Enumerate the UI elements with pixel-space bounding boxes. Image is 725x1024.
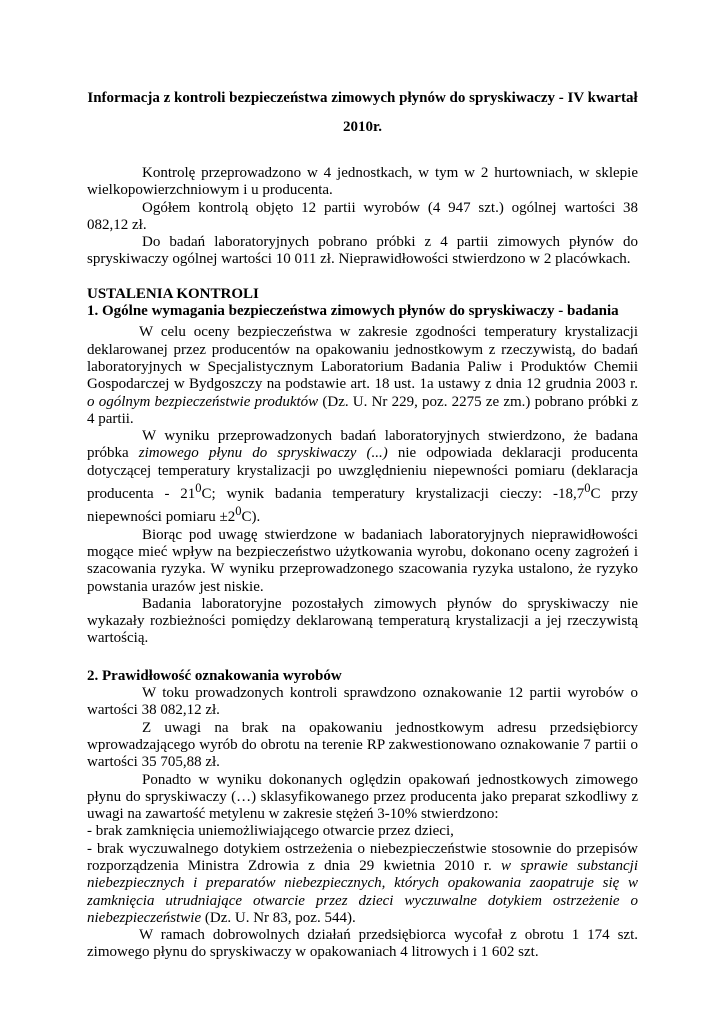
document-title-line1: Informacja z kontroli bezpieczeństwa zimowych płynów do spryskiwaczy - IV kwartał <box>87 90 638 106</box>
section-2-paragraph-1: W toku prowadzonych kontroli sprawdzono oznakowanie 12 partii wyrobów o wartości 38 082,12 zł. <box>87 685 638 719</box>
section-1-paragraph-3: Biorąc pod uwagę stwierdzone w badaniach laboratoryjnych nieprawidłowości mogące mieć wpływ na bezpieczeństwo użytkowania wyrobu, dokonano oceny zagrożeń i szacowania ryzyka. W wyniku przeprowadzonego szacowania ryzyka ustalono, że ryzyko powstania urazów jest niskie. <box>87 526 638 595</box>
intro-paragraph-1: Kontrolę przeprowadzono w 4 jednostkach, w tym w 2 hurtowniach, w sklepie wielkopowierzchniowym i u producenta. <box>87 165 638 199</box>
section-main-heading: USTALENIA KONTROLI <box>87 285 259 302</box>
section-1-paragraph-2: W wyniku przeprowadzonych badań laboratoryjnych stwierdzono, że badana próbka zimowego płynu do spryskiwaczy (...) nie odpowiada deklaracji producenta dotyczącej temperatury krystalizacji po uwzględnieniu niepewności pomiaru (deklaracja producenta - $21^0C$; wynik badania temperatury krystalizacji cieczy: -18,7$^0$C przy niepewności pomiaru $\pm 2^0C$). <box>87 428 639 526</box>
section-1-paragraph-4: Badania laboratoryjne pozostałych zimowych płynów do spryskiwaczy nie wykazały rozbieżności pomiędzy deklarowaną temperaturą krystalizacji a jej rzeczywistą wartością. <box>87 595 638 647</box>
intro-paragraph-3: Do badań laboratoryjnych pobrano próbki z 4 partii zimowych płynów do spryskiwaczy ogólnej wartości 10 011 zł. Nieprawidłowości stwierdzono w 2 placówkach. <box>87 234 638 268</box>
section-2-paragraph-3: Ponadto w wyniku dokonanych oględzin opakowań jednostkowych zimowego płynu do spryskiwaczy (…) sklasyfikowanego przez producenta jako preparat szkodliwy z uwagi na zawartość metylenu w zakresie stężeń 3-10% stwierdzono: <box>87 771 638 823</box>
section-1-paragraph-1: W celu oceny bezpieczeństwa w zakresie zgodności temperatury krystalizacji deklarowanej przez producentów na opakowaniu jednostkowym z rzeczywistą, do badań laboratoryjnych w Specjalistycznym Laboratorium Badania Paliw i Produktów Chemii Gospodarczej w Bydgoszczy na podstawie art. 18 ust. 1a ustawy z dnia 12 grudnia 2003 r. o ogólnym bezpieczeństwie produktów (Dz. U. Nr 229, poz. 2275 ze zm.) pobrano próbki z 4 partii. <box>87 324 638 427</box>
section-1-heading: 1. Ogólne wymagania bezpieczeństwa zimowych płynów do spryskiwaczy - badania <box>87 303 619 320</box>
section-2-bullet-2: - brak wyczuwalnego dotykiem ostrzeżenia o niebezpieczeństwie stosownie do przepisów rozporządzenia Ministra Zdrowia z dnia 29 kwietnia 2010 r. w sprawie substancji niebezpiecznych i preparatów niebezpiecznych, których opakowania zaopatruje się w zamknięcia utrudniające otwarcie przez dzieci wyczuwalne dotykiem ostrzeżenie o niebezpieczeństwie (Dz. U. Nr 83, poz. 544). <box>87 840 638 926</box>
intro-paragraph-2: Ogółem kontrolą objęto 12 partii wyrobów (4 947 szt.) ogólnej wartości 38 082,12 zł. <box>87 199 638 233</box>
section-2-bullet-1: - brak zamknięcia uniemożliwiającego otwarcie przez dzieci, <box>87 823 454 840</box>
section-2-heading: 2. Prawidłowość oznakowania wyrobów <box>87 667 342 684</box>
section-2-paragraph-2: Z uwagi na brak na opakowaniu jednostkowym adresu przedsiębiorcy wprowadzającego wyrób do obrotu na terenie RP zakwestionowano oznakowanie 7 partii o wartości 35 705,88 zł. <box>87 719 638 771</box>
section-2-paragraph-4: W ramach dobrowolnych działań przedsiębiorca wycofał z obrotu 1 174 szt. zimowego płynu do spryskiwaczy w opakowaniach 4 litrowych i 1 602 szt. <box>87 927 638 961</box>
document-title-line2: 2010r. <box>342 119 383 135</box>
